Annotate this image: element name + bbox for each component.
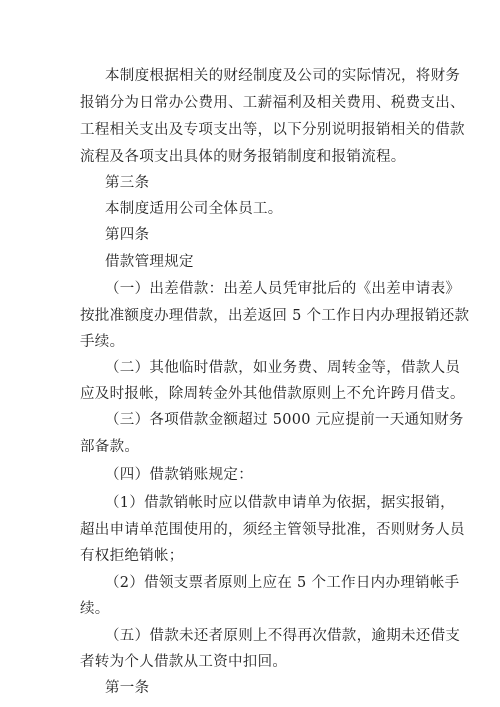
article-4-heading: 第四条 xyxy=(105,227,150,243)
article-3-heading: 第三条 xyxy=(105,175,150,191)
article-1-heading: 第一条 xyxy=(105,680,150,696)
item-4-heading: （四）借款销账规定： xyxy=(105,467,253,483)
subitem-1-line-2: 超出申请单范围使用的，须经主管领导批准，否则财务人员 xyxy=(80,522,465,538)
item-2-line-2: 应及时报帐，除周转金外其他借款原则上不允许跨月借支。 xyxy=(80,386,465,402)
item-5-line-1: （五）借款未还者原则上不得再次借款，逾期未还借支 xyxy=(105,628,461,644)
item-1-line-1: （一）出差借款：出差人员凭审批后的《出差申请表》 xyxy=(105,281,461,297)
item-1-line-3: 手续。 xyxy=(80,334,125,350)
item-2-line-1: （二）其他临时借款，如业务费、周转金等，借款人员 xyxy=(105,360,461,376)
item-3-line-2: 部备款。 xyxy=(80,439,140,455)
article-3-text: 本制度适用公司全体员工。 xyxy=(105,201,283,217)
subitem-2-line-2: 续。 xyxy=(80,601,110,617)
item-5-line-2: 者转为个人借款从工资中扣回。 xyxy=(80,654,288,670)
subitem-1-line-3: 有权拒绝销帐； xyxy=(80,548,184,564)
paragraph-intro-line-1: 本制度根据相关的财经制度及公司的实际情况，将财务 xyxy=(105,68,461,84)
subitem-1-line-1: （1）借款销帐时应以借款申请单为依据，据实报销， xyxy=(105,495,455,511)
paragraph-intro-line-4: 流程及各项支出具体的财务报销制度和报销流程。 xyxy=(80,149,406,165)
section-heading: 借款管理规定 xyxy=(105,254,194,270)
paragraph-intro-line-3: 工程相关支出及专项支出等，以下分别说明报销相关的借款 xyxy=(80,122,465,138)
item-3-line-1: （三）各项借款金额超过 5000 元应提前一天通知财务 xyxy=(105,412,464,428)
item-1-line-2: 按批准额度办理借款，出差返回 5 个工作日内办理报销还款 xyxy=(80,308,470,324)
subitem-2-line-1: （2）借领支票者原则上应在 5 个工作日内办理销帐手 xyxy=(105,575,460,591)
paragraph-intro-line-2: 报销分为日常办公费用、工薪福利及相关费用、税费支出、 xyxy=(80,95,465,111)
